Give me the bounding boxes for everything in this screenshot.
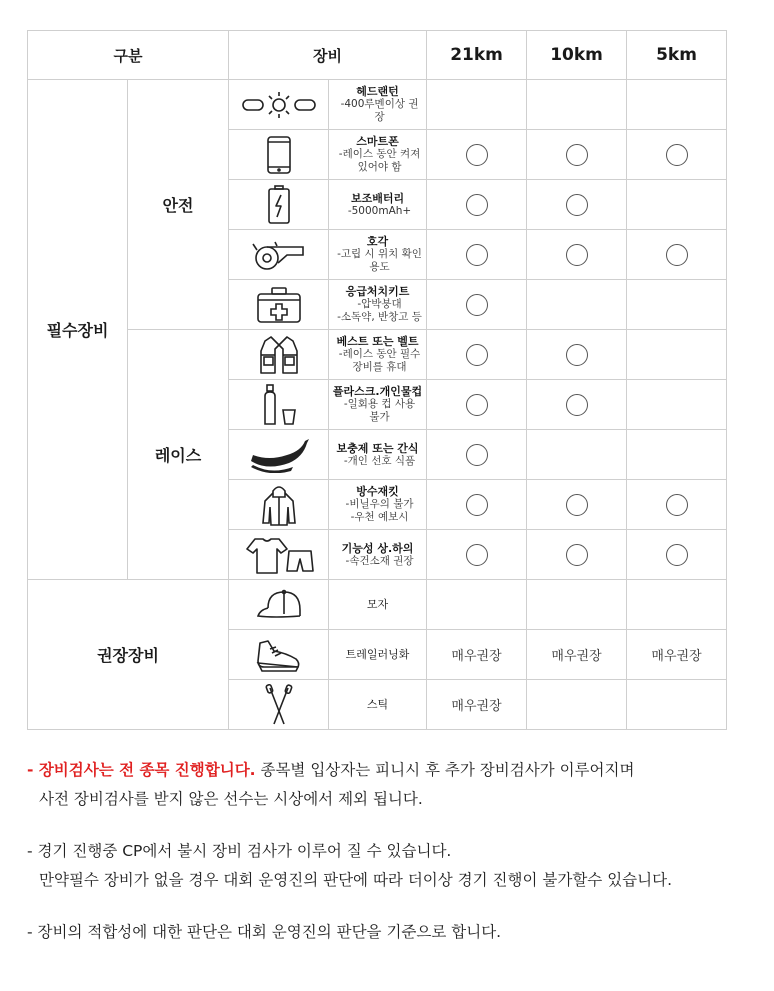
required-circle [466, 394, 488, 416]
item-desc [329, 380, 427, 430]
item-name: 기능성 상.하의 [341, 541, 414, 555]
item-desc [329, 180, 427, 230]
group-required: 필수장비 [28, 80, 128, 580]
item-note: -우천 예보시 [350, 511, 409, 523]
note-1-text: 종목별 입상자는 피니시 후 추가 장비검사가 이루어지며 [255, 761, 635, 779]
required-circle [466, 494, 488, 516]
item-note: 용도 [369, 261, 390, 273]
item-name: 호각 [366, 235, 389, 248]
item-note: -비닐우의 불가 [345, 498, 414, 510]
item-name: 헤드랜턴 [356, 85, 399, 98]
trekking-poles-icon [264, 684, 294, 726]
required-circle [666, 544, 688, 566]
highly-recommended-label: 매우권장 [451, 699, 502, 714]
item-desc [329, 530, 427, 580]
highly-recommended-label: 매우권장 [651, 649, 702, 664]
notes-section [27, 756, 767, 970]
item-desc [329, 130, 427, 180]
table-row [28, 80, 727, 130]
highly-recommended-label: 매우권장 [451, 649, 502, 664]
item-note: -400루멘이상 권장 [340, 98, 419, 123]
rain-jacket-icon [261, 483, 297, 527]
item-note: 있어야 함 [357, 161, 402, 173]
required-circle [666, 144, 688, 166]
note-2-line1: - 경기 진행중 CP에서 불시 장비 검사가 이루어 질 수 있습니다. [27, 842, 452, 860]
note-2 [27, 837, 767, 895]
item-note: -일회용 컵 사용 [343, 398, 416, 410]
item-desc [329, 330, 427, 380]
note-2-line2: 만약필수 장비가 없을 경우 대회 운영진의 판단에 따라 더이상 경기 진행이 불가할수 있습니다. [39, 871, 673, 889]
note-1-highlight: - 장비검사는 전 종목 진행합니다. [27, 761, 256, 779]
item-note: -소독약, 반창고 등 [337, 311, 422, 323]
gear-table [27, 30, 727, 730]
item-name: 응급처치키트 [345, 285, 410, 298]
item-name: 스틱 [329, 680, 427, 730]
item-note: -개인 선호 식품 [343, 454, 416, 467]
item-desc [329, 230, 427, 280]
required-circle [466, 244, 488, 266]
item-desc [329, 480, 427, 530]
item-name: 보충제 또는 간식 [336, 441, 419, 455]
banana-icon [247, 437, 311, 473]
item-note: 불가 [369, 411, 390, 423]
item-name: 트레일러닝화 [329, 630, 427, 680]
battery-icon [267, 185, 291, 225]
header-row [28, 31, 727, 80]
smartphone-icon [266, 135, 292, 175]
item-name: 방수재킷 [356, 485, 399, 498]
item-name: 보조배터리 [350, 191, 405, 205]
note-3-line1: - 장비의 적합성에 대한 판단은 대회 운영진의 판단을 기준으로 합니다. [27, 923, 502, 941]
note-3 [27, 918, 767, 947]
required-circle [466, 194, 488, 216]
required-circle [466, 144, 488, 166]
whistle-icon [251, 238, 307, 272]
required-circle [666, 244, 688, 266]
item-note: -고립 시 위치 확인 [337, 248, 422, 260]
item-note: -속건소재 권장 [345, 554, 414, 567]
required-circle [466, 344, 488, 366]
required-circle [466, 544, 488, 566]
header-21km: 21km [427, 31, 527, 80]
required-circle [466, 294, 488, 316]
header-5km: 5km [627, 31, 727, 80]
required-circle [566, 494, 588, 516]
group-recommended: 권장장비 [28, 580, 229, 730]
item-desc [329, 80, 427, 130]
subgroup-race: 레이스 [128, 330, 229, 580]
vest-icon [257, 335, 301, 375]
required-circle [566, 394, 588, 416]
note-1 [27, 756, 767, 814]
note-1-line2: 사전 장비검사를 받지 않은 선수는 시상에서 제외 됩니다. [39, 790, 423, 808]
required-circle [566, 194, 588, 216]
required-circle [566, 344, 588, 366]
cap-icon [254, 588, 304, 622]
item-desc [329, 280, 427, 330]
highly-recommended-label: 매우권장 [551, 649, 602, 664]
item-note: -레이스 동안 켜져 [338, 148, 421, 160]
header-gear: 장비 [229, 31, 427, 80]
required-circle [566, 144, 588, 166]
item-note: 장비를 휴대 [352, 361, 407, 373]
flask-cup-icon [259, 384, 299, 426]
required-circle [466, 444, 488, 466]
subgroup-safety: 안전 [128, 80, 229, 330]
first-aid-kit-icon [256, 286, 302, 324]
item-name: 베스트 또는 벨트 [336, 335, 419, 348]
table-row [28, 580, 727, 630]
item-name: 모자 [329, 580, 427, 630]
table-row [28, 330, 727, 380]
item-note: -레이스 동안 필수 [338, 348, 421, 360]
item-name: 스마트폰 [356, 135, 399, 148]
required-circle [566, 544, 588, 566]
trail-shoe-icon [256, 637, 302, 673]
headlamp-icon [241, 90, 317, 120]
item-note: -5000mAh+ [347, 204, 412, 217]
item-note: -압박붕대 [357, 298, 402, 310]
required-circle [666, 494, 688, 516]
shirt-shorts-icon [243, 535, 315, 575]
item-desc [329, 430, 427, 480]
header-10km: 10km [527, 31, 627, 80]
gear-table-wrapper [27, 30, 726, 730]
item-name: 플라스크.개인물컵 [332, 385, 423, 398]
required-circle [566, 244, 588, 266]
header-category: 구분 [28, 31, 229, 80]
